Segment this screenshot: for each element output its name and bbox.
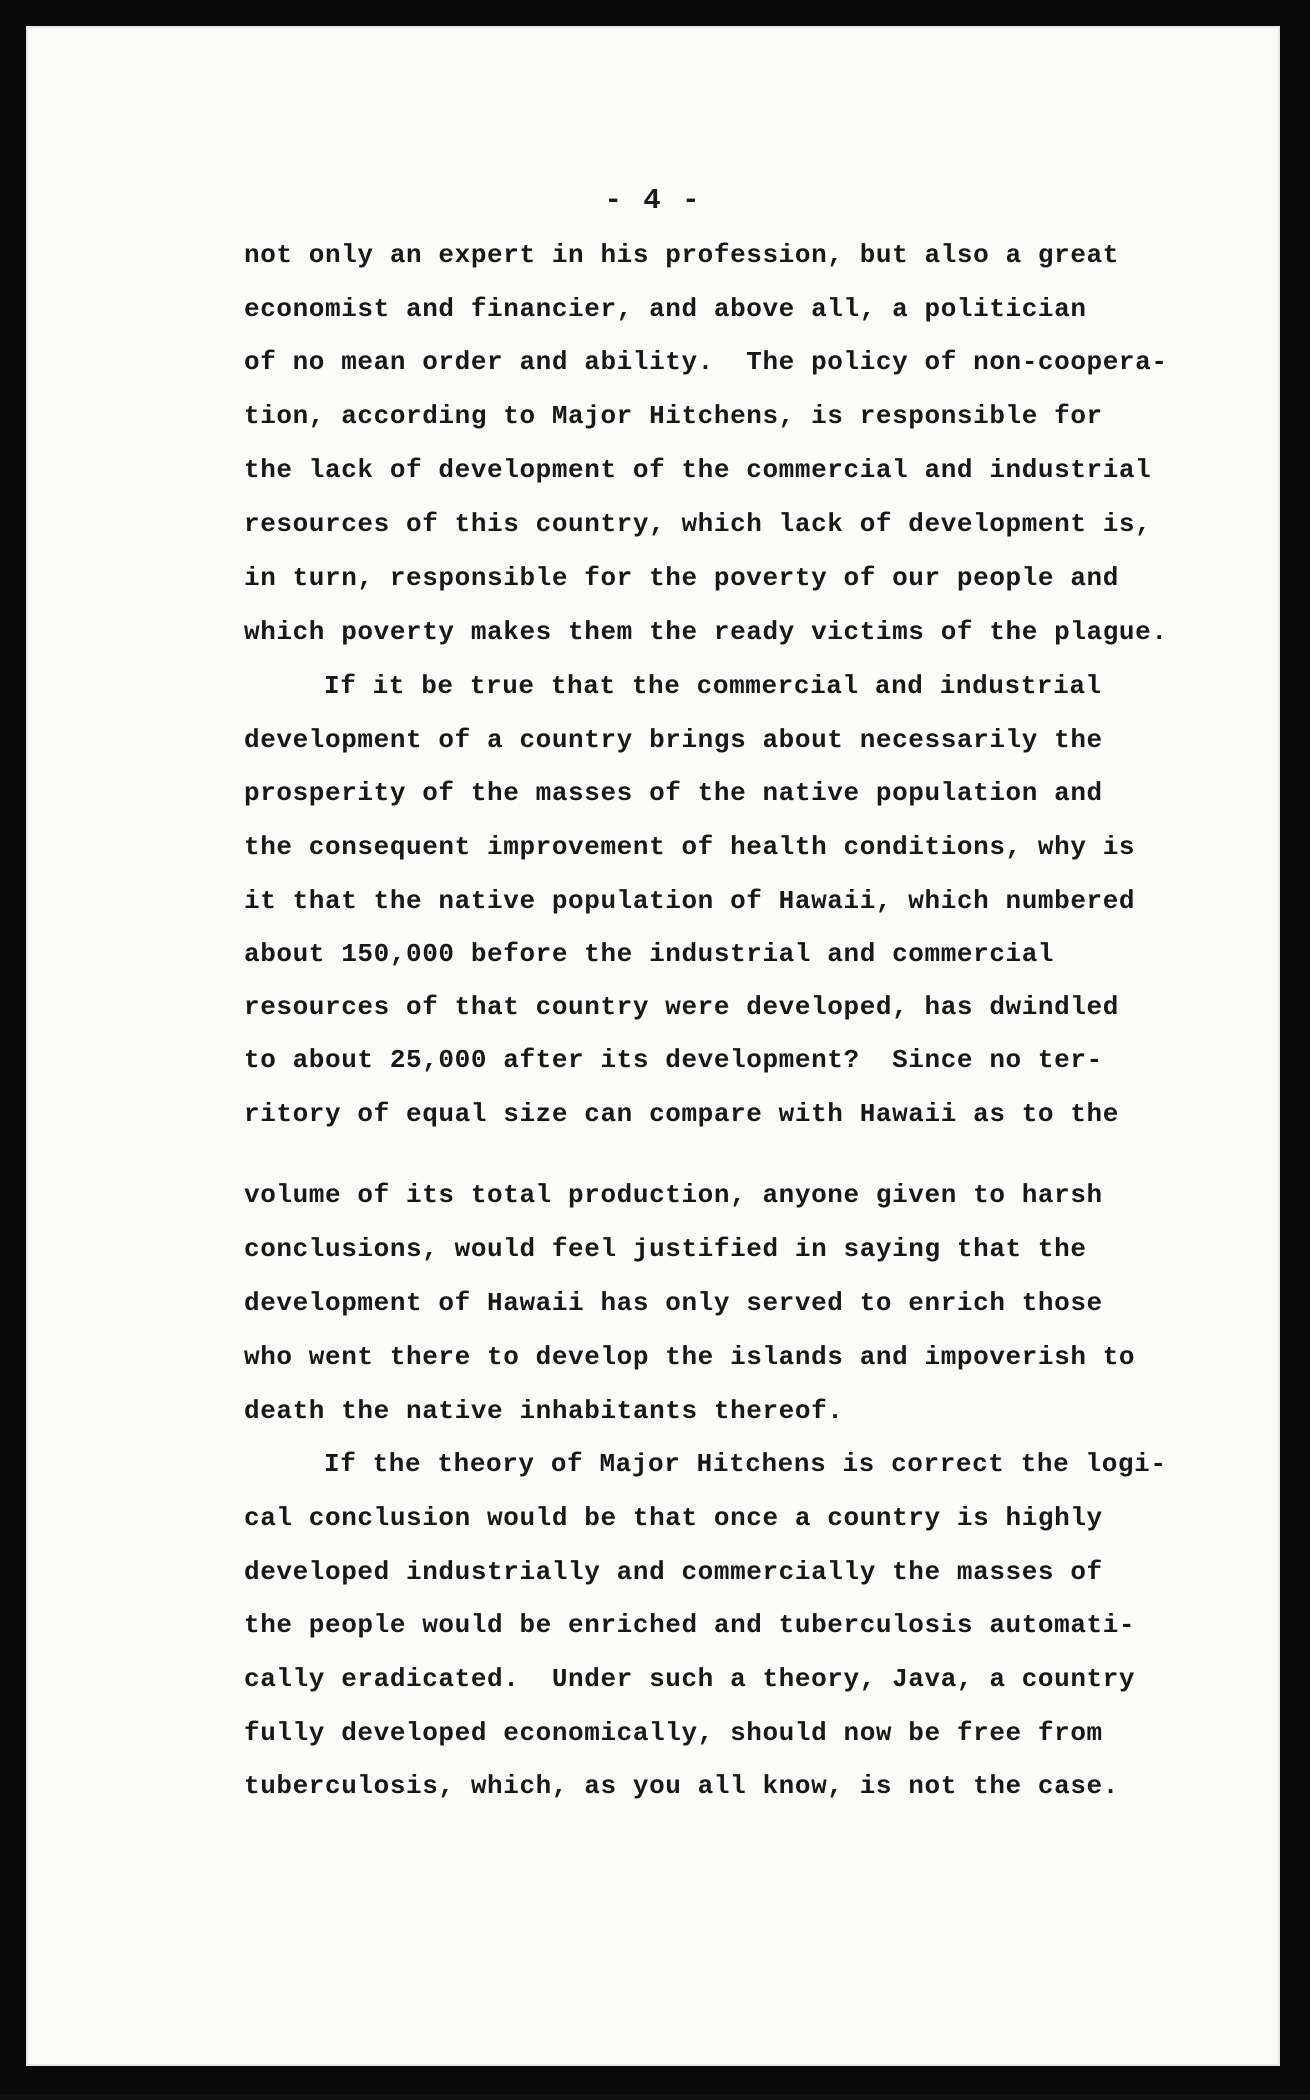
paragraph-start-line: If it be true that the commercial and industrial — [324, 671, 1102, 701]
paragraph-start-line: If the theory of Major Hitchens is correct the logi- — [324, 1449, 1167, 1479]
text-line: who went there to develop the islands and impoverish to — [244, 1342, 1136, 1372]
text-line: resources of this country, which lack of development is, — [244, 509, 1152, 539]
text-line: tuberculosis, which, as you all know, is not the case. — [244, 1771, 1119, 1801]
text-line: death the native inhabitants thereof. — [244, 1396, 844, 1426]
text-line: resources of that country were developed, has dwindled — [244, 992, 1119, 1022]
text-line: conclusions, would feel justified in saying that the — [244, 1234, 1087, 1264]
text-line: cal conclusion would be that once a country is highly — [244, 1503, 1103, 1533]
text-line: the consequent improvement of health conditions, why is — [244, 832, 1136, 862]
text-line: ritory of equal size can compare with Hawaii as to the — [244, 1099, 1119, 1129]
text-line: it that the native population of Hawaii, which numbered — [244, 886, 1136, 916]
typewritten-page — [26, 26, 1280, 2066]
text-line: tion, according to Major Hitchens, is responsible for — [244, 401, 1103, 431]
text-line: to about 25,000 after its development? Since no ter- — [244, 1045, 1103, 1075]
text-line: the lack of development of the commercial and industrial — [244, 455, 1152, 485]
text-line: development of a country brings about necessarily the — [244, 725, 1103, 755]
text-line: cally eradicated. Under such a theory, Java, a country — [244, 1664, 1136, 1694]
scan-border — [0, 2094, 1310, 2100]
text-line: the people would be enriched and tuberculosis automati- — [244, 1610, 1136, 1640]
text-line: development of Hawaii has only served to enrich those — [244, 1288, 1103, 1318]
text-line: developed industrially and commercially the masses of — [244, 1557, 1103, 1587]
text-line: in turn, responsible for the poverty of our people and — [244, 563, 1119, 593]
text-line: which poverty makes them the ready victims of the plague. — [244, 617, 1168, 647]
text-line: volume of its total production, anyone given to harsh — [244, 1180, 1103, 1210]
text-line: prosperity of the masses of the native population and — [244, 778, 1103, 808]
text-line: about 150,000 before the industrial and commercial — [244, 939, 1055, 969]
text-line: of no mean order and ability. The policy of non-coopera- — [244, 347, 1168, 377]
page-number: - 4 - — [604, 184, 702, 217]
text-line: fully developed economically, should now be free from — [244, 1718, 1103, 1748]
text-line: economist and financier, and above all, a politician — [244, 294, 1087, 324]
text-line: not only an expert in his profession, but also a great — [244, 240, 1119, 270]
